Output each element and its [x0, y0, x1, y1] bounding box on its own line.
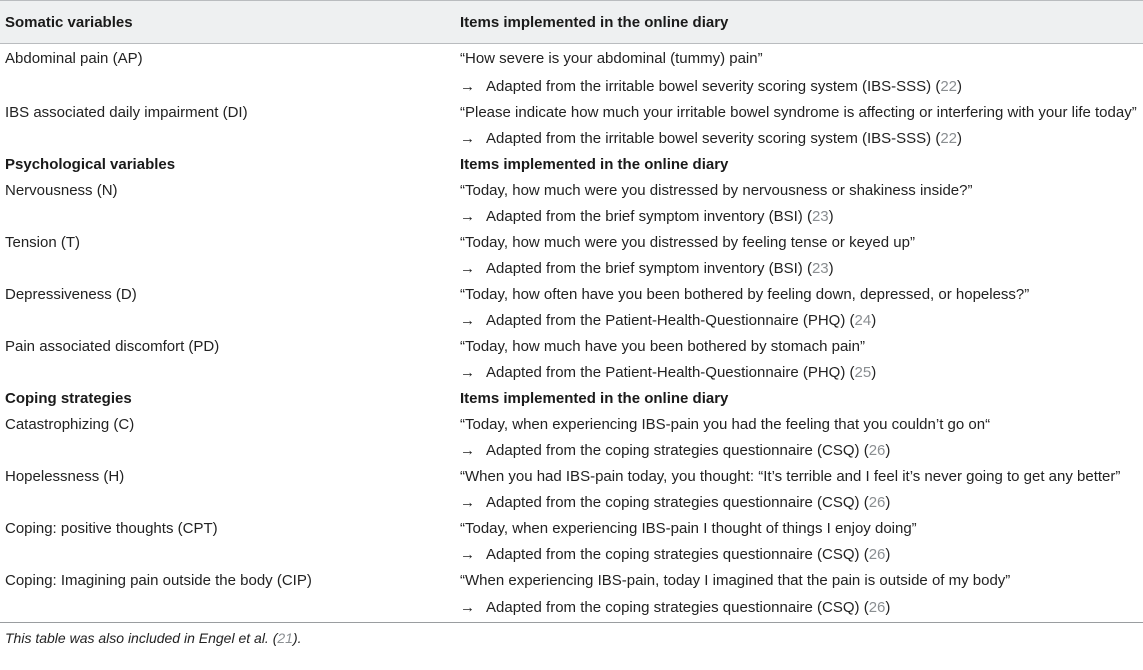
source-text: Adapted from the coping strategies questionnaire (CSQ) ( [486, 441, 869, 459]
empty-cell [0, 593, 455, 623]
empty-cell [0, 73, 455, 99]
source-row [0, 307, 1143, 333]
source-row [0, 125, 1143, 151]
table-body [0, 44, 1143, 623]
source-row [0, 489, 1143, 515]
source-text: Adapted from the brief symptom inventory (BSI) ( [486, 259, 812, 277]
arrow-icon: → [460, 259, 475, 277]
variable-cell: Tension (T) [5, 233, 81, 251]
table-row [0, 99, 1143, 125]
source-row [0, 203, 1143, 229]
footnote-suffix: ). [292, 630, 302, 646]
source-row [0, 255, 1143, 281]
source-close: ) [885, 545, 891, 563]
reference-link[interactable]: 26 [868, 441, 886, 459]
variable-cell: Hopelessness (H) [5, 467, 125, 485]
source-row [0, 593, 1143, 623]
item-text-cell: “When experiencing IBS-pain, today I imagined that the pain is outside of my body” [460, 571, 1011, 589]
variable-cell: Abdominal pain (AP) [5, 50, 143, 67]
source-close: ) [828, 259, 834, 277]
arrow-icon: → [460, 599, 475, 616]
item-text-cell: “When you had IBS-pain today, you thought: “It’s terrible and I feel it’s never going to get any better” [460, 467, 1121, 485]
table-footnote [0, 623, 1143, 646]
source-cell [455, 437, 1143, 463]
source-text: Adapted from the coping strategies questionnaire (CSQ) ( [486, 545, 869, 563]
item-text-cell: “Today, when experiencing IBS-pain you had the feeling that you couldn’t go on“ [460, 415, 991, 433]
arrow-icon: → [460, 493, 475, 511]
source-cell [455, 203, 1143, 229]
source-close: ) [885, 441, 891, 459]
table-row [0, 411, 1143, 437]
header-somatic-variables: Somatic variables [0, 1, 455, 44]
source-cell [455, 593, 1143, 623]
arrow-icon: → [460, 77, 475, 95]
source-close: ) [885, 493, 891, 511]
source-text: Adapted from the brief symptom inventory (BSI) ( [486, 207, 812, 225]
arrow-icon: → [460, 207, 475, 225]
table-row [0, 229, 1143, 255]
table-row [0, 177, 1143, 203]
source-text: Adapted from the coping strategies questionnaire (CSQ) ( [486, 493, 869, 511]
section-title: Psychological variables [5, 155, 176, 173]
empty-cell [0, 541, 455, 567]
item-text-cell: “How severe is your abdominal (tummy) pain” [460, 50, 763, 67]
variable-cell: Depressiveness (D) [5, 285, 137, 303]
section-header-row [0, 385, 1143, 411]
reference-link[interactable]: 26 [868, 545, 886, 563]
footnote-prefix: This table was also included in Engel et al. ( [5, 630, 278, 646]
empty-cell [0, 437, 455, 463]
source-close: ) [871, 363, 877, 381]
section-items-title: Items implemented in the online diary [460, 155, 729, 173]
source-close: ) [957, 129, 963, 147]
reference-link[interactable]: 23 [811, 207, 829, 225]
item-text-cell: “Today, how much have you been bothered by stomach pain” [460, 337, 865, 355]
source-cell [455, 73, 1143, 99]
source-text: Adapted from the Patient-Health-Questionnaire (PHQ) ( [486, 363, 855, 381]
table-row [0, 515, 1143, 541]
table-row [0, 333, 1143, 359]
reference-link[interactable]: 22 [940, 77, 958, 95]
source-cell [455, 255, 1143, 281]
table-row [0, 44, 1143, 74]
source-row [0, 359, 1143, 385]
variable-cell: Coping: positive thoughts (CPT) [5, 519, 218, 537]
arrow-icon: → [460, 545, 475, 563]
source-cell [455, 307, 1143, 333]
header-row [0, 1, 1143, 44]
item-text-cell: “Today, when experiencing IBS-pain I thought of things I enjoy doing” [460, 519, 917, 537]
item-text-cell: “Today, how much were you distressed by feeling tense or keyed up” [460, 233, 915, 251]
item-text-cell: “Today, how much were you distressed by nervousness or shakiness inside?” [460, 181, 973, 199]
source-row [0, 541, 1143, 567]
table-row [0, 281, 1143, 307]
arrow-icon: → [460, 129, 475, 147]
variable-cell: Nervousness (N) [5, 181, 118, 199]
source-cell [455, 489, 1143, 515]
item-text-cell: “Today, how often have you been bothered by feeling down, depressed, or hopeless?” [460, 285, 1030, 303]
source-close: ) [957, 77, 963, 95]
source-text: Adapted from the irritable bowel severity scoring system (IBS-SSS) ( [486, 129, 941, 147]
variable-cell: Coping: Imagining pain outside the body (CIP) [5, 571, 312, 589]
arrow-icon: → [460, 441, 475, 459]
reference-link[interactable]: 22 [940, 129, 958, 147]
empty-cell [0, 307, 455, 333]
arrow-icon: → [460, 311, 475, 329]
variable-cell: Pain associated discomfort (PD) [5, 337, 220, 355]
reference-link[interactable]: 26 [868, 493, 886, 511]
empty-cell [0, 125, 455, 151]
table-row [0, 567, 1143, 593]
section-title: Coping strategies [5, 389, 132, 407]
source-cell [455, 359, 1143, 385]
source-text: Adapted from the irritable bowel severity scoring system (IBS-SSS) ( [486, 77, 941, 95]
header-items-implemented: Items implemented in the online diary [455, 1, 1143, 44]
empty-cell [0, 203, 455, 229]
arrow-icon: → [460, 363, 475, 381]
item-text-cell: “Please indicate how much your irritable bowel syndrome is affecting or interfering with your life today” [460, 103, 1137, 121]
variable-cell: Catastrophizing (C) [5, 415, 135, 433]
source-row [0, 73, 1143, 99]
source-text: Adapted from the coping strategies questionnaire (CSQ) ( [486, 599, 869, 616]
footnote-reference[interactable]: 21 [277, 630, 293, 646]
reference-link[interactable]: 25 [854, 363, 872, 381]
source-cell [455, 125, 1143, 151]
empty-cell [0, 255, 455, 281]
table-row [0, 463, 1143, 489]
source-cell [455, 541, 1143, 567]
empty-cell [0, 359, 455, 385]
variable-cell: IBS associated daily impairment (DI) [5, 103, 248, 121]
source-text: Adapted from the Patient-Health-Questionnaire (PHQ) ( [486, 311, 855, 329]
reference-link[interactable]: 24 [854, 311, 872, 329]
section-header-row [0, 151, 1143, 177]
reference-link[interactable]: 23 [811, 259, 829, 277]
table-head [0, 1, 1143, 44]
source-row [0, 437, 1143, 463]
source-close: ) [828, 207, 834, 225]
section-items-title: Items implemented in the online diary [460, 389, 729, 407]
empty-cell [0, 489, 455, 515]
source-close: ) [871, 311, 877, 329]
source-close: ) [885, 599, 891, 616]
reference-link[interactable]: 26 [868, 599, 886, 616]
